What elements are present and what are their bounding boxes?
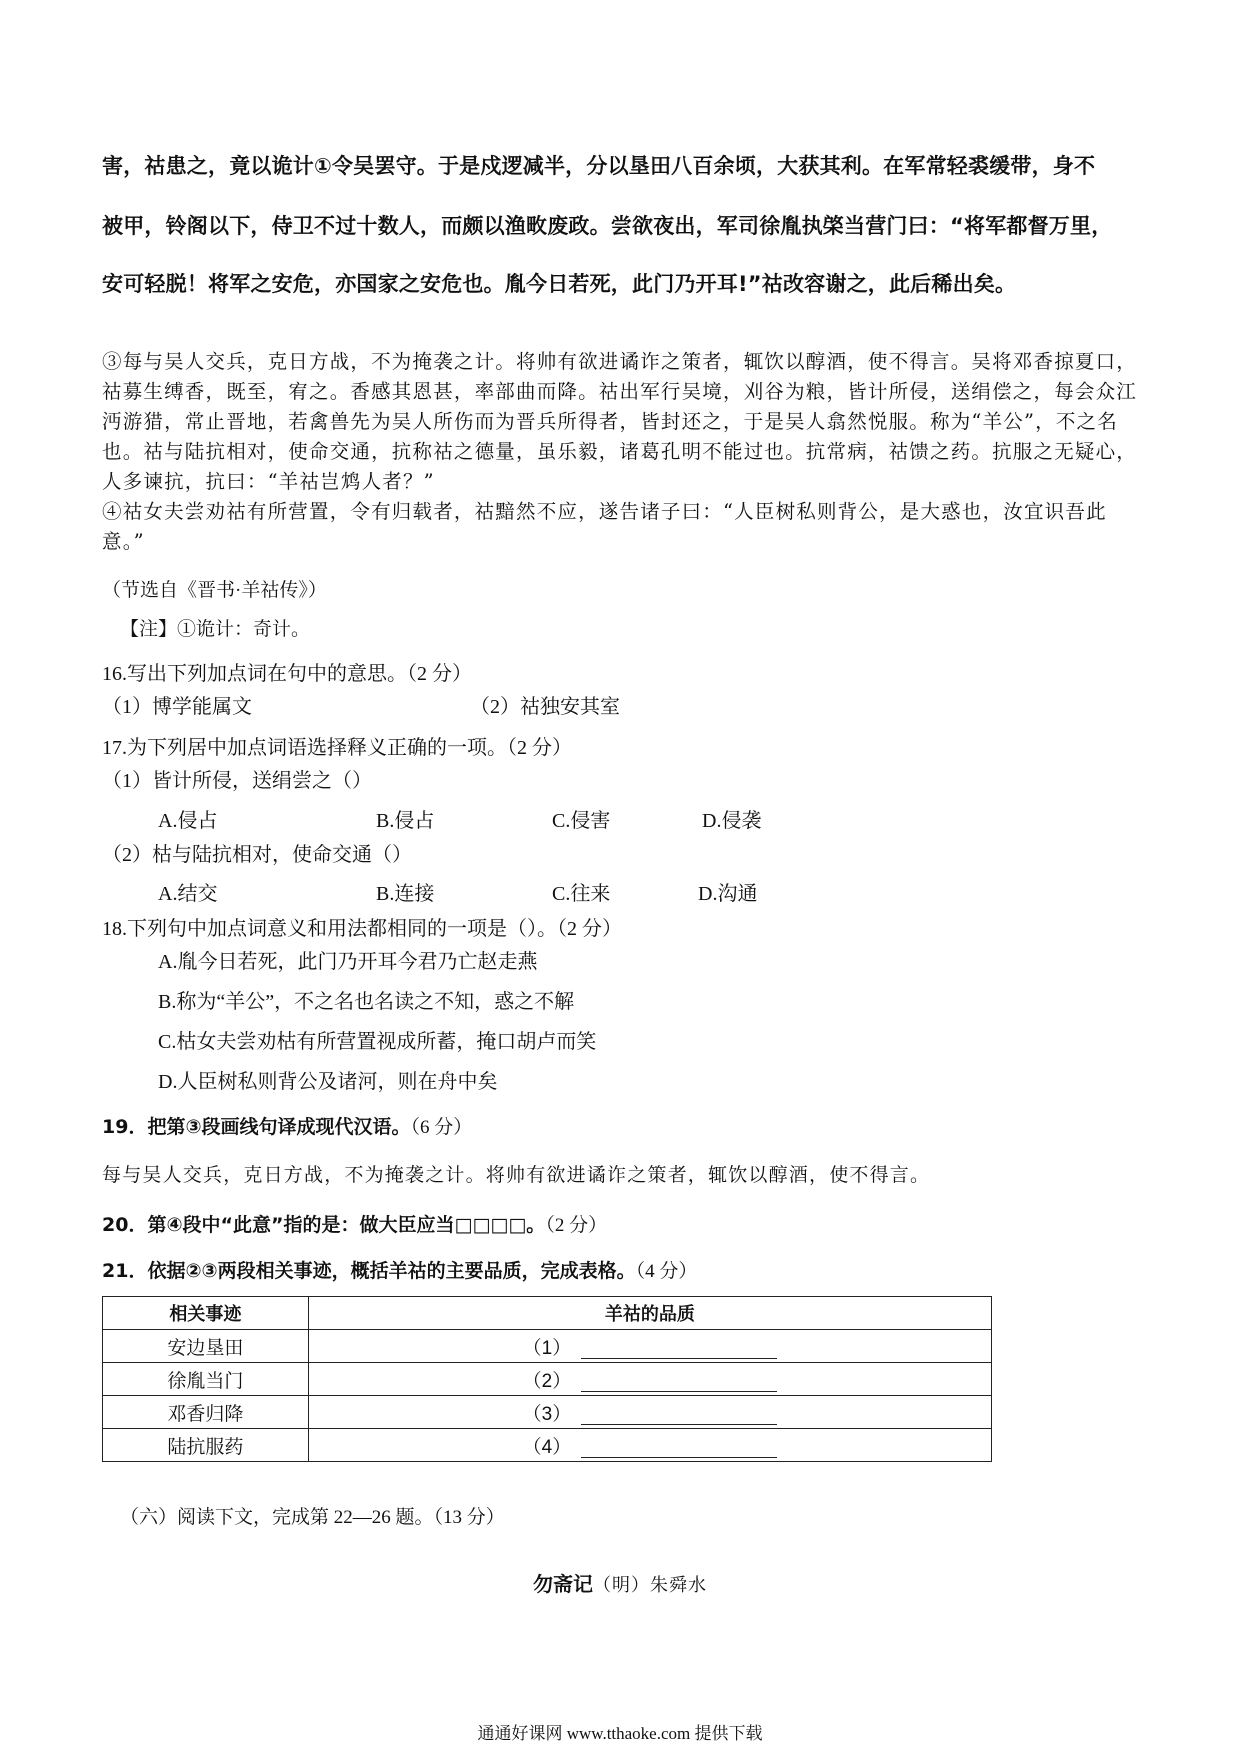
- q17-sub1-option-d: D.侵袭: [702, 810, 762, 832]
- passage-line-1: 害，祜患之，竟以诡计①令吴罢守。于是戍逻减半，分以垦田八百余顷，大获其利。在军常轻裘缓带，身不: [102, 154, 1096, 178]
- table-cell-deed: 邓香归降: [103, 1396, 309, 1429]
- page-footer: 通通好课网 www.tthaoke.com 提供下载: [477, 1724, 763, 1743]
- q20-stem: 20．第④段中“此意”指的是：做大臣应当□□□□。（2 分）: [102, 1214, 608, 1236]
- q17-sub1-option-c: C.侵害: [552, 810, 611, 832]
- q17-sub2-option-c: C.往来: [552, 883, 611, 905]
- answer-blank[interactable]: [581, 1404, 777, 1425]
- table-cell-deed: 安边垦田: [103, 1330, 309, 1363]
- q18-option-a: A.胤今日若死，此门乃开耳今君乃亡赵走燕: [158, 951, 538, 973]
- q16-stem: 16.写出下列加点词在句中的意思。（2 分）: [102, 663, 472, 685]
- passage-note: 【注】①诡计：奇计。: [120, 619, 311, 640]
- section6-title: 勿斋记: [533, 1572, 593, 1596]
- section6-author: （明）朱舜水: [593, 1575, 707, 1596]
- table-cell-deed: 徐胤当门: [103, 1363, 309, 1396]
- passage-paragraph-3: ③每与吴人交兵，克日方战，不为掩袭之计。将帅有欲进谲诈之策者，辄饮以醇酒，使不得言。吴将邓香掠夏口，祜募生缚香，既至，宥之。香感其恩甚，率部曲而降。祜出军行吴境，刈谷为粮，皆计所侵，送绢偿之，每会众江沔游猎，常止晋地，若禽兽先为吴人所伤而为晋兵所得者，皆封还之，于是吴人翕然悦服。称为“羊公”，不之名也。祜与陆抗相对，使命交通，抗称祜之德量，虽乐毅，诸葛孔明不能过也。抗常病，祜馈之药。抗服之无疑心，人多谏抗，抗曰：“羊祜岂鸩人者？”: [102, 350, 1138, 493]
- q18-option-d: D.人臣树私则背公及诸河，则在舟中矣: [158, 1071, 498, 1093]
- section6-title-line: [0, 1568, 1240, 1597]
- q18-stem: 18.下列句中加点词意义和用法都相同的一项是（）。（2 分）: [102, 918, 622, 940]
- passage-paragraph-4: ④祜女夫尝劝祜有所营置，令有归载者，祜黯然不应，遂告诸子曰：“人臣树私则背公，是大惑也，汝宜识吾此意。”: [102, 500, 1107, 553]
- q21-table: [102, 1296, 992, 1462]
- table-row: [103, 1429, 992, 1462]
- answer-blank[interactable]: [581, 1371, 777, 1392]
- q21-stem: 21．依据②③两段相关事迹，概括羊祜的主要品质，完成表格。（4 分）: [102, 1260, 698, 1282]
- table-cell-quality: （4）: [308, 1429, 991, 1462]
- answer-blank[interactable]: [581, 1437, 777, 1458]
- q19-sentence: 每与吴人交兵，克日方战，不为掩袭之计。将帅有欲进谲诈之策者，辄饮以醇酒，使不得言。: [102, 1164, 931, 1186]
- table-cell-deed: 陆抗服药: [103, 1429, 309, 1462]
- passage-line-3: 安可轻脱！将军之安危，亦国家之安危也。胤今日若死，此门乃开耳!”祜改容谢之，此后稀出矣。: [102, 272, 1017, 296]
- table-row: [103, 1330, 992, 1363]
- q17-sub2-option-d: D.沟通: [698, 883, 758, 905]
- q17-sub1-option-b: B.侵占: [376, 810, 435, 832]
- table-cell-quality: （3）: [308, 1396, 991, 1429]
- q17-sub2-option-a: A.结交: [158, 883, 218, 905]
- q18-option-c: C.枯女夫尝劝枯有所营置视成所蓄，掩口胡卢而笑: [158, 1031, 597, 1053]
- q17-sub1-option-a: A.侵占: [158, 810, 218, 832]
- table-row: [103, 1396, 992, 1429]
- answer-blank[interactable]: [581, 1338, 777, 1359]
- table-cell-quality: （2）: [308, 1363, 991, 1396]
- q17-sub1: （1）皆计所侵，送绢尝之（）: [102, 770, 372, 792]
- q19-stem: 19．把第③段画线句译成现代汉语。（6 分）: [102, 1116, 473, 1138]
- q18-option-b: B.称为“羊公”，不之名也名读之不知，惑之不解: [158, 991, 575, 1013]
- section6-intro: （六）阅读下文，完成第 22—26 题。（13 分）: [120, 1507, 505, 1528]
- q17-sub2: （2）枯与陆抗相对，使命交通（）: [102, 844, 412, 866]
- q17-stem: 17.为下列居中加点词语选择释义正确的一项。（2 分）: [102, 737, 572, 759]
- table-header-deed: 相关事迹: [103, 1297, 309, 1330]
- passage-source: （节选自《晋书·羊祜传》）: [102, 580, 327, 601]
- q16-item-2: （2）祜独安其室: [470, 696, 620, 718]
- q16-item-1: （1）博学能属文: [102, 696, 252, 718]
- q17-sub2-option-b: B.连接: [376, 883, 435, 905]
- table-cell-quality: （1）: [308, 1330, 991, 1363]
- table-header-row: [103, 1297, 992, 1330]
- table-row: [103, 1363, 992, 1396]
- table-header-quality: 羊祜的品质: [308, 1297, 991, 1330]
- passage-line-2: 被甲，铃阁以下，侍卫不过十数人，而颇以渔畋废政。尝欲夜出，军司徐胤执棨当营门曰：“将军都督万里，: [102, 214, 1113, 238]
